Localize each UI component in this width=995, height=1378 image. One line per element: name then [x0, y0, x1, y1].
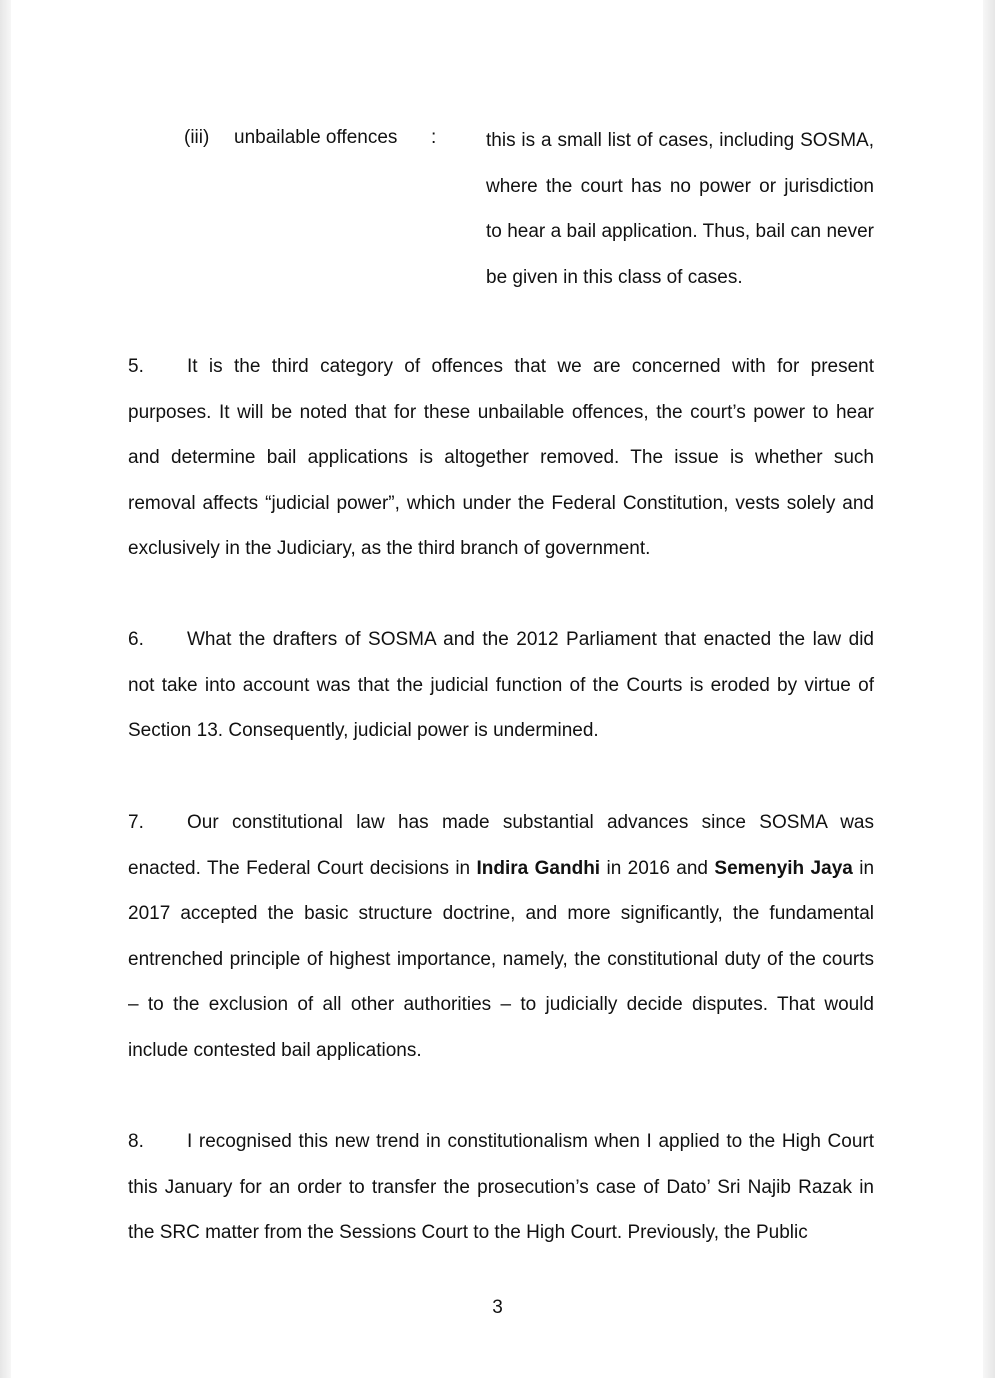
list-item-description: this is a small list of cases, including SOSMA, where the court has no power or jurisdiction to hear a bail application. Thus, bail can never be given in this class of cases.	[486, 130, 874, 288]
paragraph-6	[128, 617, 874, 754]
paragraph-number: 8.	[128, 1131, 144, 1152]
paragraph-7	[128, 800, 874, 1074]
paragraph-text: Our constitutional law has made substantial advances since SOSMA was enacted. The Federal Court decisions in	[128, 812, 874, 879]
paragraph-text: What the drafters of SOSMA and the 2012 Parliament that enacted the law did not take into account was that the judicial function of the Courts is eroded by virtue of Section 13. Consequently, judicial power is undermined.	[128, 629, 874, 742]
list-item-number: (iii)	[184, 127, 210, 148]
case-name-indira-gandhi: Indira Gandhi	[476, 857, 601, 879]
paragraph-number: 5.	[128, 356, 144, 377]
paragraph-number: 7.	[128, 812, 144, 833]
paragraph-text: in 2016 and	[600, 857, 715, 879]
page-number: 3	[492, 1297, 503, 1318]
case-name-semenyih-jaya: Semenyih Jaya	[714, 857, 853, 879]
paragraph-number: 6.	[128, 629, 144, 650]
list-item-term: unbailable offences	[234, 127, 398, 148]
list-item-iii	[184, 118, 874, 308]
paragraph-text: I recognised this new trend in constitutionalism when I applied to the High Court this January for an order to transfer the prosecution’s case of Dato’ Sri Najib Razak in the SRC matter from the Sessions Court to the High Court. Previously, the Public	[128, 1131, 874, 1244]
paragraph-8	[128, 1119, 874, 1256]
list-item-colon: :	[431, 127, 437, 148]
page-edge-left	[0, 0, 11, 1378]
paragraph-5	[128, 344, 874, 572]
page-edge-right	[983, 0, 995, 1378]
paragraph-text: in 2017 accepted the basic structure doctrine, and more significantly, the fundamental entrenched principle of highest importance, namely, the constitutional duty of the courts – to the exclusion of all other authorities – to judicially decide disputes. That would include contested bail applications.	[128, 857, 875, 1061]
paragraph-text: It is the third category of offences that we are concerned with for present purposes. It will be noted that for these unbailable offences, the court’s power to hear and determine bail applications is altogether removed. The issue is whether such removal affects “judicial power”, which under the Federal Constitution, vests solely and exclusively in the Judiciary, as the third branch of government.	[128, 356, 874, 560]
